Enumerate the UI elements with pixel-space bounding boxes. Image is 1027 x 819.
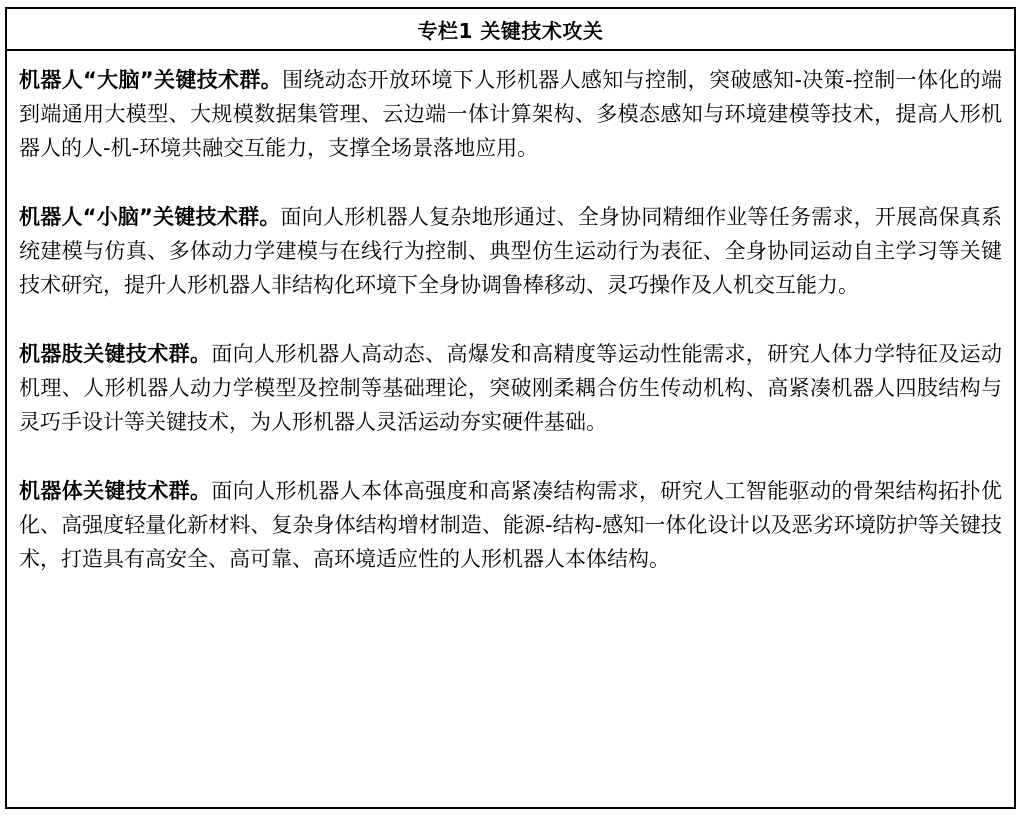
section-heading: 机器肢关键技术群。 (19, 342, 212, 366)
section-body-tech (19, 474, 1002, 576)
section-heading: 机器人“大脑”关键技术群。 (19, 68, 283, 92)
special-column-box (5, 7, 1016, 809)
section-heading: 机器人“小脑”关键技术群。 (19, 205, 281, 229)
section-cerebellum-tech (19, 200, 1002, 302)
box-body (7, 51, 1014, 576)
section-text: 面向人形机器人复杂地形通过、全身协同精细作业等任务需求，开展高保真系统建模与仿真、多体动力学建模与在线行为控制、典型仿生运动行为表征、全身协同运动自主学习等关键技术研究，提升人形机器人非结构化环境下全身协调鲁棒移动、灵巧操作及人机交互能力。 (19, 205, 1002, 297)
section-brain-tech (19, 63, 1002, 165)
section-text: 面向人形机器人高动态、高爆发和高精度等运动性能需求，研究人体力学特征及运动机理、人形机器人动力学模型及控制等基础理论，突破刚柔耦合仿生传动机构、高紧凑机器人四肢结构与灵巧手设计等关键技术，为人形机器人灵活运动夯实硬件基础。 (19, 342, 1003, 434)
section-heading: 机器体关键技术群。 (19, 479, 212, 503)
section-limb-tech (19, 337, 1002, 439)
section-text: 面向人形机器人本体高强度和高紧凑结构需求，研究人工智能驱动的骨架结构拓扑优化、高强度轻量化新材料、复杂身体结构增材制造、能源-结构-感知一体化设计以及恶劣环境防护等关键技术，打造具有高安全、高可靠、高环境适应性的人形机器人本体结构。 (19, 479, 1003, 571)
box-title: 专栏1 关键技术攻关 (7, 9, 1014, 51)
section-text: 围绕动态开放环境下人形机器人感知与控制，突破感知-决策-控制一体化的端到端通用大模型、大规模数据集管理、云边端一体计算架构、多模态感知与环境建模等技术，提高人形机器人的人-机-环境共融交互能力，支撑全场景落地应用。 (19, 68, 1002, 160)
